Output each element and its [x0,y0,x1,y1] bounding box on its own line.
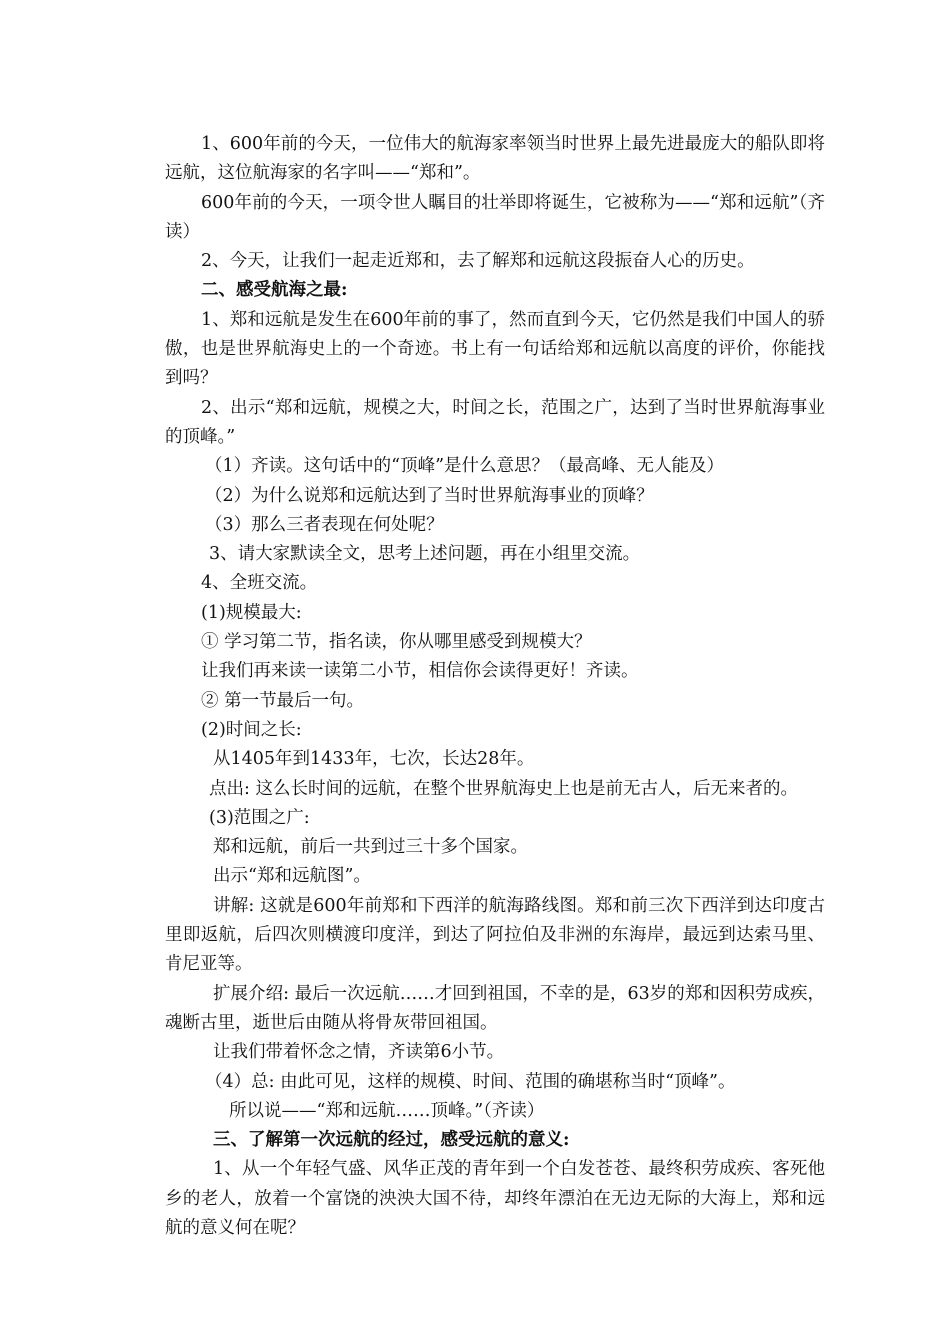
paragraph-scale-2: 让我们再来读一读第二小节，相信你会读得更好！齐读。 [201,661,639,682]
paragraph-section3-1: 1、从一个年轻气盛、风华正茂的青年到一个白发苍苍、最终积劳成疾、客死他乡的老人，放着一个富饶的泱泱大国不待，却终年漂泊在无边无际的大海上，郑和远航的意义何在呢？ [165,1159,825,1238]
paragraph-section2-4: 4、全班交流。 [201,573,318,594]
paragraph-range-2: 出示“郑和远航图”。 [213,866,371,887]
paragraph-section2-2: 2、出示“郑和远航，规模之大，时间之长，范围之广，达到了当时世界航海事业的顶峰。” [165,397,825,447]
paragraph-question-1: （1）齐读。这句话中的“顶峰”是什么意思？（最高峰、无人能及） [205,456,725,477]
paragraph-range-5: 让我们带着怀念之情，齐读第6小节。 [213,1042,505,1063]
paragraph-question-2: （2）为什么说郑和远航达到了当时世界航海事业的顶峰？ [205,485,654,506]
paragraph-scale-1: ① 学习第二节，指名读，你从哪里感受到规模大？ [201,632,592,653]
paragraph-section2-3: 3、请大家默读全文，思考上述问题，再在小组里交流。 [209,544,641,565]
section-heading-2: 二、感受航海之最: [201,280,348,301]
paragraph-scale-3: ② 第一节最后一句。 [201,690,365,711]
paragraph-range-1: 郑和远航，前后一共到过三十多个国家。 [213,837,528,858]
paragraph-question-3: （3）那么三者表现在何处呢？ [205,514,444,535]
paragraph-range-4: 扩展介绍: 最后一次远航……才回到祖国，不幸的是，63岁的郑和因积劳成疾，魂断古里，逝世后由随从将骨灰带回祖国。 [165,983,825,1033]
paragraph-summary-2: 所以说——“郑和远航……顶峰。”（齐读） [229,1100,545,1121]
subheading-range: (3)范围之广: [209,807,310,828]
paragraph-range-3: 讲解: 这就是600年前郑和下西洋的航海路线图。郑和前三次下西洋到达印度古里即返航，后四次则横渡印度洋，到达了阿拉伯及非洲的东海岸，最远到达索马里、肯尼亚等。 [165,895,825,975]
paragraph-section2-1: 1、郑和远航是发生在600年前的事了，然而直到今天，它仍然是我们中国人的骄傲，也是世界航海史上的一个奇迹。书上有一句话给郑和远航以高度的评价，你能找到吗？ [165,309,825,389]
paragraph-time-1: 从1405年到1433年，七次，长达28年。 [213,749,535,770]
paragraph-intro-2: 600年前的今天，一项令世人瞩目的壮举即将诞生，它被称为——“郑和远航”（齐读） [165,192,825,242]
paragraph-intro-1: 1、600年前的今天，一位伟大的航海家率领当时世界上最先进最庞大的船队即将远航，这位航海家的名字叫——“郑和”。 [165,134,825,184]
section-heading-3: 三、了解第一次远航的经过，感受远航的意义: [213,1130,570,1151]
paragraph-summary-1: （4）总: 由此可见，这样的规模、时间、范围的确堪称当时“顶峰”。 [205,1071,736,1092]
paragraph-time-2: 点出: 这么长时间的远航，在整个世界航海史上也是前无古人，后无来者的。 [209,778,798,799]
subheading-scale: (1)规模最大: [201,602,302,623]
subheading-time: (2)时间之长: [201,719,302,740]
paragraph-intro-3: 2、今天，让我们一起走近郑和，去了解郑和远航这段振奋人心的历史。 [201,251,755,272]
document-body [165,130,825,1243]
